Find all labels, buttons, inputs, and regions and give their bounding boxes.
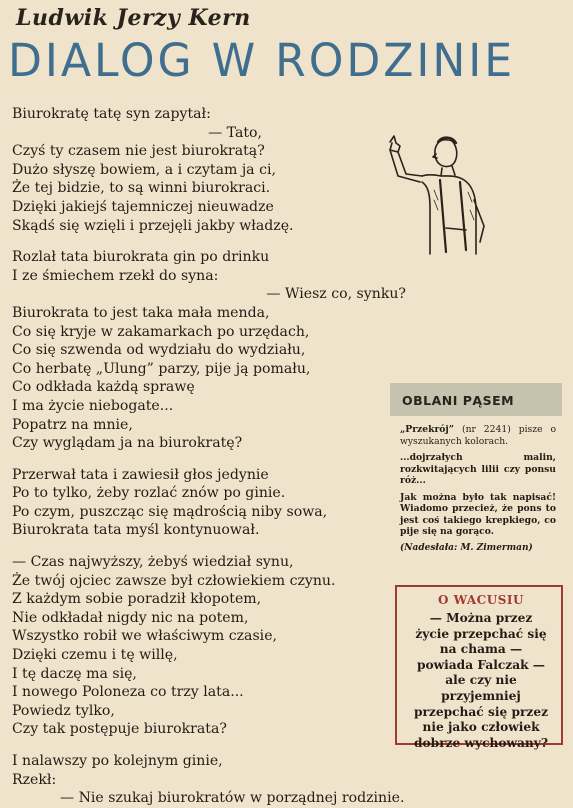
poem-line: Wszystko robił we właściwym czasie, [12,628,278,645]
stanza-gap [12,453,412,466]
poem-line: Po czym, puszcząc się mądrością niby sowa, [12,503,328,520]
poem-line: Czy tak postępuje biurokrata? [12,721,227,738]
poem-line: Rozlał tata biurokrata gin po drinku [12,249,270,266]
poem-line: Że tej bidzie, to są winni biurokraci. [12,180,271,197]
poem-body [12,105,412,808]
stanza-gap [12,739,412,752]
man-pointing-illustration [376,130,506,260]
poem-line: Rzekł: [12,771,57,788]
sidebar-comment: Jak można było tak napisać! Wiadomo przecież, że pons to jest coś takiego krepkiego, co pije się na gorąco. [400,491,556,537]
poem-line: — Tato, [208,124,262,141]
poem-line: Biurokrata tata myśl kontynuował. [12,522,260,539]
sidebar-o-wacusiu [395,585,563,750]
poem-line: — Wiesz co, synku? [266,286,406,303]
sidebar-body [390,416,562,554]
poem-line: Nie odkładał nigdy nic na potem, [12,609,249,626]
stanza-gap [12,235,412,248]
poem-line: Czyś ty czasem nie jest biurokratą? [12,143,265,160]
poem-line: I nalawszy po kolejnym ginie, [12,753,223,769]
poem-line: Przerwał tata i zawiesił głos jedynie [12,466,269,483]
poem-line: Po to tylko, żeby rozlać znów po ginie. [12,485,286,502]
poem-line: Biurokratę tatę syn zapytał: [12,106,211,122]
poem-line: Dużo słyszę bowiem, a i czytam ja ci, [12,161,276,178]
sidebar-paragraph-1 [400,424,556,447]
poem-line: Że twój ojciec zawsze był człowiekiem czynu. [12,572,336,589]
poem-line: Biurokrata to jest taka mała menda, [12,304,270,321]
box-title: O WACUSIU [438,593,524,607]
poem-line: Dzięki jakiejś tajemniczej nieuwadze [12,198,274,215]
poem-line: Popatrz na mnie, [12,416,133,433]
quote-intro: (nr 2241) pisze o wyszukanych kolorach. [400,424,556,447]
poem-line: Co odkłada każdą sprawę [12,379,195,396]
stanza-gap [12,540,412,553]
poem-line: I ze śmiechem rzekł do syna: [12,267,219,284]
quote-source: „Przekrój” [400,424,455,435]
poem-line: I nowego Poloneza co trzy lata... [12,684,244,701]
poem-line: — Czas najwyższy, żebyś wiedział synu, [12,554,294,571]
article-title: DIALOG W RODZINIE [8,34,516,87]
poem-line: I ma życie niebogate... [12,397,174,414]
sidebar-oblani-pasem [390,383,562,559]
poem-line: Skądś się wzięli i przejęli jakby władzę. [12,217,294,234]
poem-line: Powiedz tylko, [12,702,115,719]
sidebar-signature: (Nadesłała: M. Zimerman) [400,542,533,553]
poem-line: I tę daczę ma się, [12,665,137,682]
poem-line: Co się kryje w zakamarkach po urzędach, [12,323,310,340]
poem-line: Czy wyglądam ja na biurokratę? [12,435,243,452]
sidebar-header: OBLANI PĄSEM [390,383,562,416]
sidebar-quote: ...dojrzałych malin, rozkwitających lilii czy ponsu róż... [400,452,556,486]
author-name: Ludwik Jerzy Kern [16,5,251,31]
poem-line: — Nie szukaj biurokratów w porządnej rodzinie. [60,790,405,807]
poem-line: Co herbatę „Ulung” parzy, pije ją pomału, [12,360,311,377]
poem-line: Dzięki czemu i tę willę, [12,647,178,664]
poem-line: Co się szwenda od wydziału do wydziału, [12,342,306,359]
poem-line: Z każdym sobie poradził kłopotem, [12,591,262,608]
box-text: — Można przez życie przepchać się na chama — powiada Falczak — ale czy nie przyjemniej przepchać się przez nie jako człowiek dobrze wychowany? [413,611,548,750]
